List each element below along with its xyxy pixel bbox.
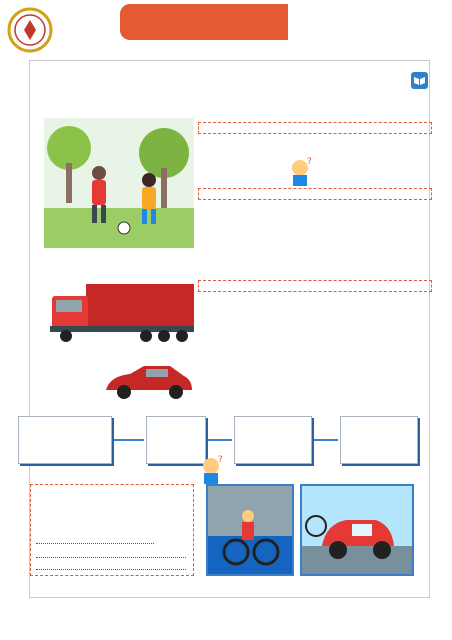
- collision-image-a: [300, 484, 414, 576]
- flow-arrow-1: [308, 439, 338, 441]
- truck-illustration: [46, 278, 196, 348]
- flow-box-energy: [146, 416, 206, 464]
- think-question-box: [198, 188, 432, 200]
- flow-arrow-3: [112, 439, 144, 441]
- thinking-boy-icon-2: [198, 454, 224, 484]
- thinking-boy-icon: [287, 156, 313, 186]
- book-icon: [411, 72, 428, 89]
- collision-image-b: [206, 484, 294, 576]
- ministry-logo: [6, 4, 54, 56]
- flow-arrow-2: [202, 439, 232, 441]
- svg-text:?: ?: [218, 455, 223, 465]
- flow-box-damage: [18, 416, 112, 464]
- answer-line-1[interactable]: [36, 542, 154, 544]
- unit-title-banner: [120, 4, 288, 40]
- flow-box-mass: [340, 416, 418, 464]
- family-playing-illustration: [44, 118, 194, 248]
- svg-text:?: ?: [307, 157, 312, 167]
- car-illustration: [100, 358, 196, 404]
- intro-paragraph: [198, 122, 432, 134]
- answer-line-2[interactable]: [36, 556, 186, 558]
- answer-box: [30, 484, 194, 576]
- answer-line-3[interactable]: [36, 568, 186, 570]
- explanation-box: [198, 280, 432, 292]
- flow-box-fuel: [234, 416, 312, 464]
